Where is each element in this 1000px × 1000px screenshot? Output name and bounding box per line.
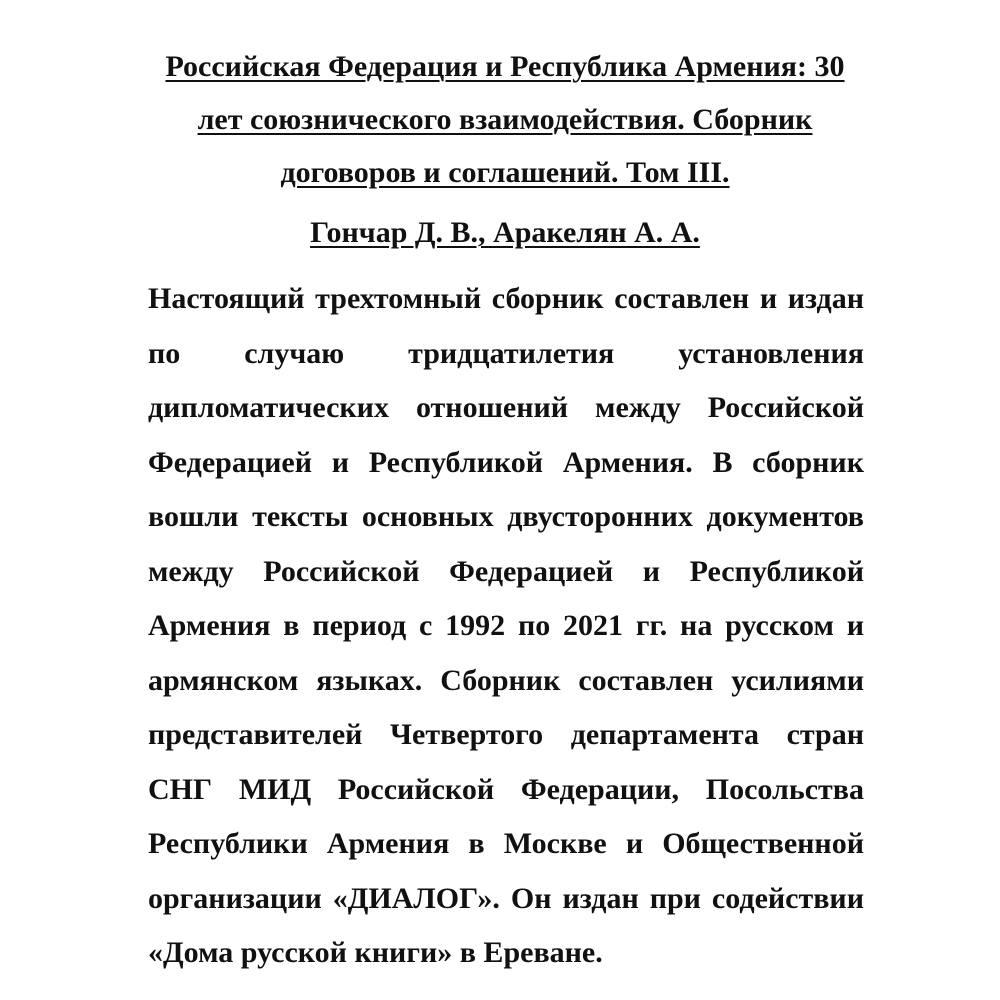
abstract-line: вошли тексты основных двусторонних документов	[148, 500, 864, 533]
abstract-line: Федерацией и Республикой Армения. В сборник	[148, 445, 864, 479]
abstract-line: по случаю тридцатилетия установления	[148, 336, 864, 370]
title-line: Российская Федерация и Республика Армения: 30	[165, 50, 845, 83]
title-line: лет союзнического взаимодействия. Сборник	[197, 103, 813, 136]
abstract-line: между Российской Федерацией и Республикой	[148, 554, 864, 588]
abstract-line: армянском языках. Сборник составлен усилиями	[148, 663, 864, 697]
abstract-line: представителей Четвертого департамента стран	[148, 718, 864, 751]
abstract-line: Республики Армения в Москве и Общественной	[148, 827, 864, 860]
abstract-line: СНГ МИД Российской Федерации, Посольства	[148, 772, 864, 806]
document-authors: Гончар Д. В., Аракелян А. А.	[310, 216, 700, 249]
title-line: договоров и соглашений. Том III.	[280, 156, 730, 189]
abstract-line: Армения в период с 1992 по 2021 гг. на русском и	[148, 609, 864, 642]
abstract-line: организации «ДИАЛОГ». Он издан при содействии	[148, 881, 864, 915]
abstract-line: дипломатических отношений между Российской	[148, 391, 864, 424]
document-abstract	[148, 272, 864, 981]
document-title	[150, 40, 860, 199]
abstract-line: Настоящий трехтомный сборник составлен и издан	[148, 282, 864, 315]
abstract-line: «Дома русской книги» в Ереване.	[148, 936, 603, 969]
